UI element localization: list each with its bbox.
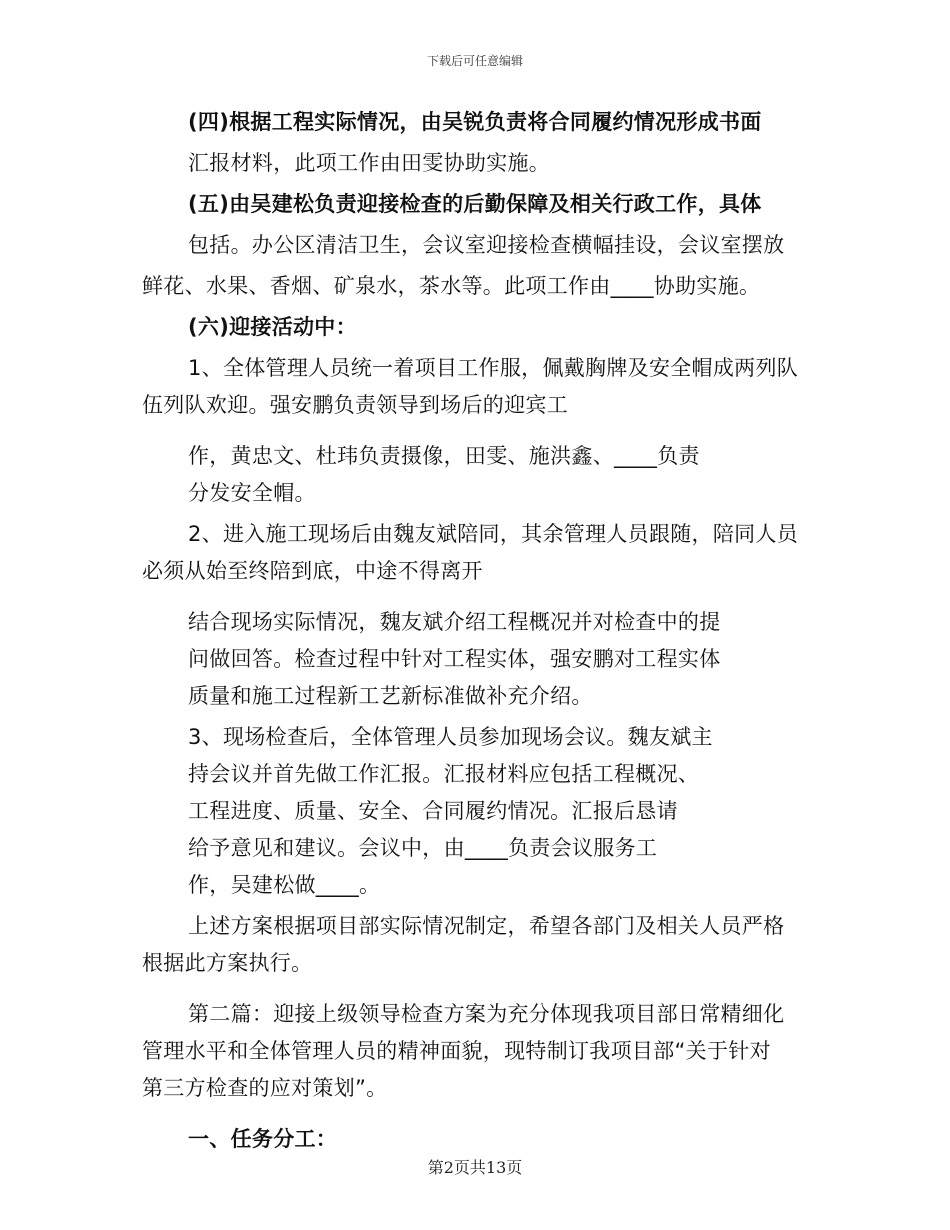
paragraph-line: 工程进度、质量、安全、合同履约情况。汇报后恳请	[188, 799, 678, 823]
document-body	[142, 104, 814, 1158]
paragraph-line: 质量和施工过程新工艺新标准做补充介绍。	[188, 684, 593, 708]
paragraph-line: 3、现场检查后，全体管理人员参加现场会议。魏友斌主	[188, 725, 713, 749]
paragraph-line: 作，吴建松做____。	[188, 873, 381, 897]
paragraph-line: 包括。办公区清洁卫生，会议室迎接检查横幅挂设，会议室摆放	[188, 233, 785, 257]
paragraph-line: 管理水平和全体管理人员的精神面貌，现特制订我项目部“关于针对	[142, 1039, 771, 1063]
paragraph-line: 1、全体管理人员统一着项目工作服，佩戴胸牌及安全帽成两列队	[188, 356, 799, 380]
paragraph-line: 鲜花、水果、香烟、矿泉水，茶水等。此项工作由____协助实施。	[142, 274, 761, 298]
paragraph-line: 汇报材料，此项工作由田雯协助实施。	[188, 151, 551, 175]
paragraph-line: 伍列队欢迎。强安鹏负责领导到场后的迎宾工	[142, 393, 568, 417]
paragraph-line: (五)由吴建松负责迎接检查的后勤保障及相关行政工作，具体	[188, 192, 762, 216]
paragraph-line: 根据此方案执行。	[142, 951, 313, 975]
paragraph-line: 持会议并首先做工作汇报。汇报材料应包括工程概况、	[188, 762, 700, 786]
paragraph-line: 给予意见和建议。会议中，由____负责会议服务工	[188, 836, 658, 860]
paragraph-line: 2、进入施工现场后由魏友斌陪同，其余管理人员跟随，陪同人员	[188, 522, 799, 546]
paragraph-line: (四)根据工程实际情况，由吴锐负责将合同履约情况形成书面	[188, 110, 762, 134]
section-heading: 一、任务分工：	[188, 1127, 338, 1151]
paragraph-line: 必须从始至终陪到底，中途不得离开	[142, 559, 483, 583]
page-footer: 第2页共13页	[427, 1158, 523, 1177]
paragraph-line: 第三方检查的应对策划”。	[142, 1076, 388, 1100]
paragraph-line: 第二篇：迎接上级领导检查方案为充分体现我项目部日常精细化	[188, 1002, 785, 1026]
paragraph-line: 结合现场实际情况，魏友斌介绍工程概况并对检查中的提	[188, 610, 721, 634]
paragraph-line: 上述方案根据项目部实际情况制定，希望各部门及相关人员严格	[188, 914, 785, 938]
paragraph-line: 作，黄忠文、杜玮负责摄像，田雯、施洪鑫、____负责	[188, 444, 700, 468]
paragraph-line: (六)迎接活动中：	[188, 315, 357, 339]
paragraph-line: 问做回答。检查过程中针对工程实体，强安鹏对工程实体	[188, 647, 721, 671]
page-header: 下载后可任意编辑	[426, 54, 523, 68]
paragraph-line: 分发安全帽。	[188, 481, 316, 505]
